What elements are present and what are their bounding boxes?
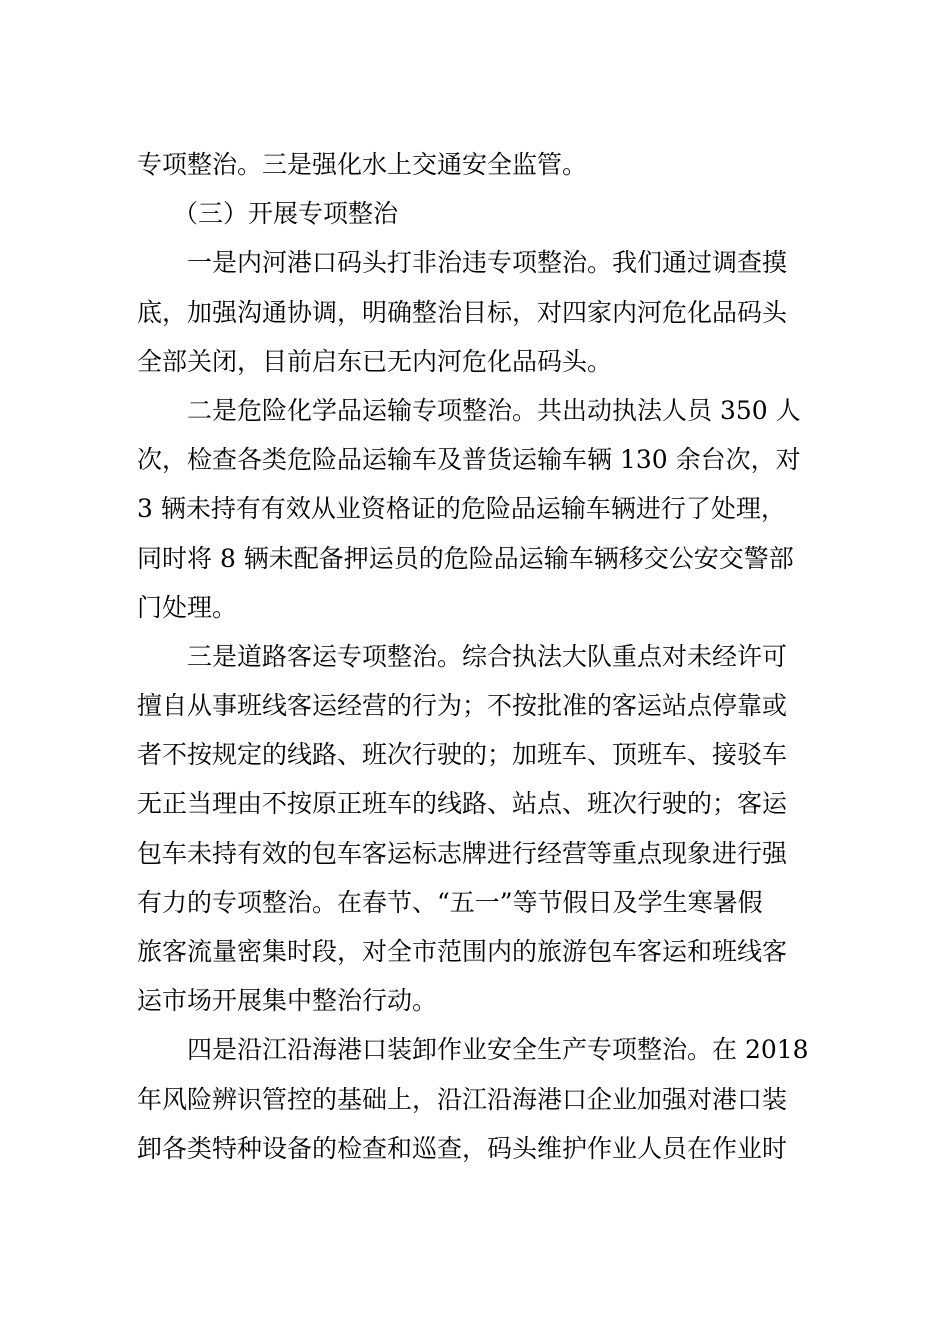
line-text: 3 辆未持有有效从业资格证的危险品运输车辆进行了处理， [137,494,786,524]
paragraph-line [137,534,813,583]
line-text: 二是危险化学品运输专项整治。共出动执法人员 350 人 [187,395,801,425]
section-heading [137,189,813,238]
line-text: 擅自从事班线客运经营的行为；不按批准的客运站点停靠或 [137,691,788,721]
paragraph-line [137,1025,813,1074]
line-text: 无正当理由不按原正班车的线路、站点、班次行驶的；客运 [137,789,788,819]
line-text: 全部关闭，目前启东已无内河危化品码头。 [137,346,613,376]
paragraph-line [137,1124,813,1173]
line-text: 三是道路客运专项整治。综合执法大队重点对未经许可 [187,641,788,671]
heading-text: （三）开展专项整治 [173,199,399,229]
paragraph-line [137,238,813,287]
line-text: 门处理。 [137,592,238,622]
line-text: 底，加强沟通协调，明确整治目标，对四家内河危化品码头 [137,297,788,327]
paragraph-line [137,927,813,976]
line-text: 专项整治。三是强化水上交通安全监管。 [137,150,588,179]
line-text: 旅客流量密集时段，对全市范围内的旅游包车客运和班线客 [137,937,788,966]
paragraph-line [137,140,813,189]
paragraph-line [137,435,813,484]
document-body [137,140,813,1173]
paragraph-line [137,878,813,927]
paragraph-line [137,829,813,878]
paragraph-line [137,779,813,828]
paragraph-line [137,288,813,337]
paragraph-line [137,386,813,435]
paragraph-line [137,583,813,632]
line-text: 运市场开展集中整治行动。 [137,986,438,1016]
line-text: 四是沿江沿海港口装卸作业安全生产专项整治。在 2018 [187,1035,809,1065]
line-text: 有力的专项整治。在春节、“五一”等节假日及学生寒暑假 [137,887,763,917]
paragraph-line [137,730,813,779]
paragraph-line [137,632,813,681]
line-text: 次，检查各类危险品运输车及普货运输车辆 130 余台次，对 [137,445,801,475]
paragraph-line [137,1075,813,1124]
line-text: 卸各类特种设备的检查和巡查，码头维护作业人员在作业时 [137,1133,788,1163]
paragraph-line [137,337,813,386]
line-text: 者不按规定的线路、班次行驶的；加班车、顶班车、接驳车 [137,740,788,770]
paragraph-line [137,484,813,533]
line-text: 包车未持有效的包车客运标志牌进行经营等重点现象进行强 [137,838,788,868]
line-text: 同时将 8 辆未配备押运员的危险品运输车辆移交公安交警部 [137,543,794,573]
paragraph-line [137,976,813,1025]
line-text: 一是内河港口码头打非治违专项整治。我们通过调查摸 [187,248,788,278]
paragraph-line [137,681,813,730]
line-text: 年风险辨识管控的基础上，沿江沿海港口企业加强对港口装 [137,1084,788,1114]
